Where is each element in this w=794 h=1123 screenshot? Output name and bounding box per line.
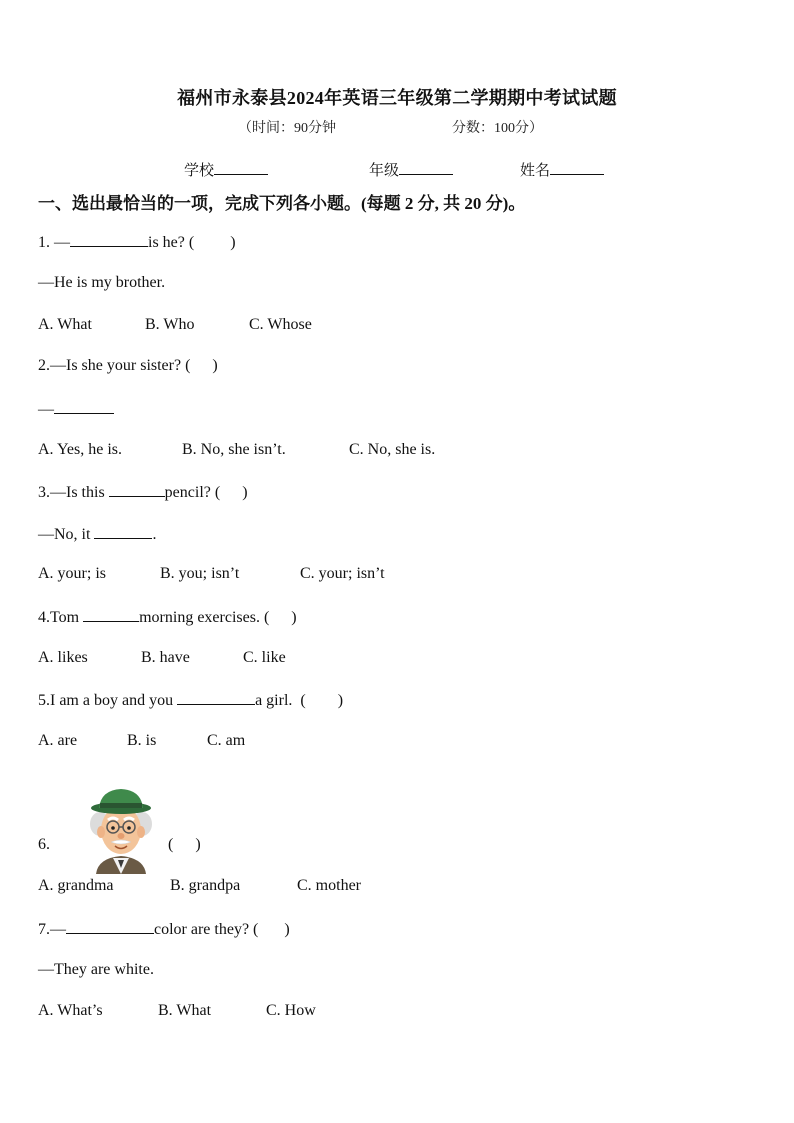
question-6: 6. ( )	[38, 836, 201, 853]
question-5: 5.I am a boy and you a girl. ( )	[38, 692, 344, 709]
section-heading: 一、选出最恰当的一项，完成下列各小题。(每题 2 分, 共 20 分)。	[38, 194, 526, 213]
answer-blank[interactable]	[94, 524, 152, 539]
option-a[interactable]: A. likes	[38, 649, 88, 666]
option-c[interactable]: C. your; isn’t	[300, 565, 385, 582]
option-c[interactable]: C. No, she is.	[349, 441, 436, 458]
question-4: 4.Tom morning exercises. ( )	[38, 609, 297, 626]
dialogue-line: —They are white.	[38, 961, 154, 978]
question-3: 3.—Is this pencil? ( )	[38, 484, 248, 501]
option-c[interactable]: C. mother	[297, 877, 361, 894]
grade-blank[interactable]	[399, 160, 453, 175]
option-c[interactable]: C. am	[207, 732, 246, 749]
name-blank[interactable]	[550, 160, 604, 175]
total-score: 分数：100分）	[452, 121, 543, 136]
option-c[interactable]: C. How	[266, 1002, 316, 1019]
options-5	[38, 732, 245, 750]
answer-blank[interactable]	[109, 482, 165, 497]
options-3	[38, 565, 385, 583]
answer-blank[interactable]	[177, 690, 255, 705]
school-field	[184, 159, 268, 180]
option-b[interactable]: B. you; isn’t	[160, 565, 240, 582]
option-a[interactable]: A. What	[38, 316, 92, 333]
options-6	[38, 877, 361, 895]
time-limit: （时间：90分钟	[238, 121, 336, 136]
options-7	[38, 1002, 316, 1020]
name-field	[520, 159, 604, 180]
answer-blank[interactable]	[54, 399, 114, 414]
dialogue-line: —	[38, 399, 114, 419]
options-4	[38, 649, 286, 667]
grade-field	[369, 159, 453, 180]
school-label: 学校	[184, 163, 215, 179]
option-b[interactable]: B. Who	[145, 316, 195, 333]
option-b[interactable]: B. is	[127, 732, 157, 749]
school-blank[interactable]	[214, 160, 268, 175]
grade-label: 年级	[369, 163, 400, 179]
answer-blank[interactable]	[83, 607, 139, 622]
answer-blank[interactable]	[66, 919, 154, 934]
question-7: 7.— color are they? ( )	[38, 921, 290, 938]
dialogue-line: —He is my brother.	[38, 274, 166, 291]
option-a[interactable]: A. Yes, he is.	[38, 441, 123, 458]
option-c[interactable]: C. Whose	[249, 316, 312, 333]
answer-blank[interactable]	[70, 232, 148, 247]
dialogue-line: —No, it .	[38, 526, 157, 543]
option-a[interactable]: A. your; is	[38, 565, 106, 582]
options-1	[38, 316, 312, 334]
question-1: 1. — is he? ( )	[38, 234, 236, 251]
option-b[interactable]: B. No, she isn’t.	[182, 441, 286, 458]
option-c[interactable]: C. like	[243, 649, 286, 666]
options-2	[38, 441, 435, 459]
name-label: 姓名	[520, 163, 551, 179]
page-title: 福州市永泰县2024年英语三年级第二学期期中考试试题	[177, 88, 617, 108]
option-a[interactable]: A. What’s	[38, 1002, 103, 1019]
option-b[interactable]: B. have	[141, 649, 190, 666]
option-a[interactable]: A. grandma	[38, 877, 114, 894]
option-a[interactable]: A. are	[38, 732, 78, 749]
question-2: 2.—Is she your sister? ( )	[38, 357, 218, 374]
option-b[interactable]: B. grandpa	[170, 877, 241, 894]
option-b[interactable]: B. What	[158, 1002, 212, 1019]
